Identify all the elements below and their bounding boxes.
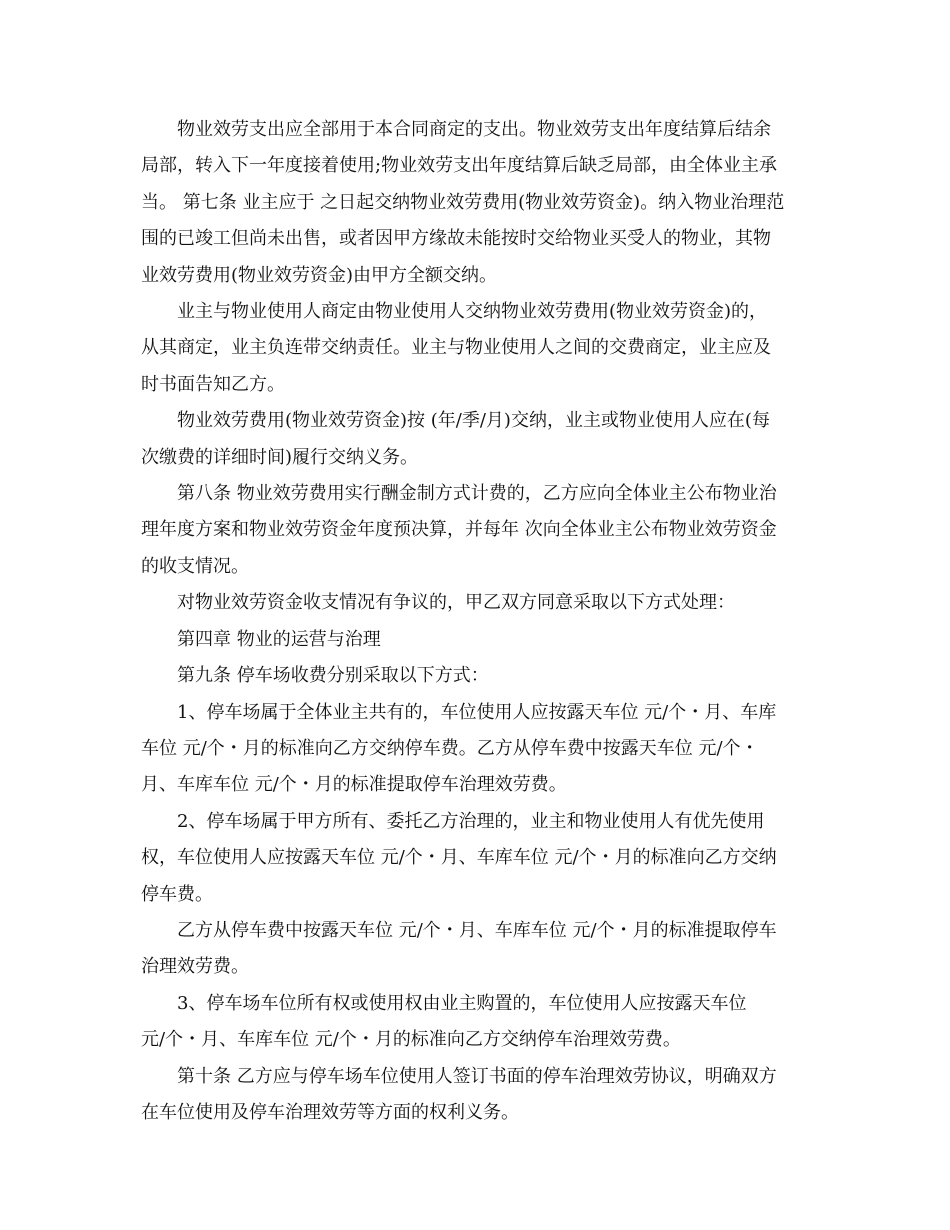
text-line: 理年度方案和物业效劳资金年度预决算，并每年 次向全体业主公布物业效劳资金 — [141, 519, 777, 541]
text-line: 乙方从停车费中按露天车位 元/个・月、车库车位 元/个・月的标准提取停车 — [177, 919, 777, 941]
text-line: 局部，转入下一年度接着使用;物业效劳支出年度结算后缺乏局部，由全体业主承 — [141, 155, 778, 177]
text-line: 2、停车场属于甲方所有、委托乙方治理的，业主和物业使用人有优先使用 — [177, 810, 765, 832]
chapter-heading — [141, 622, 813, 658]
text-line: 第十条 乙方应与停车场车位使用人签订书面的停车治理效劳协议，明确双方 — [177, 1065, 777, 1087]
paragraph-parking-item-3 — [141, 986, 813, 1059]
text-line: 对物业效劳资金收支情况有争议的，甲乙双方同意采取以下方式处理： — [177, 592, 735, 614]
paragraph-article-8 — [141, 476, 813, 585]
text-line: 从其商定，业主负连带交纳责任。业主与物业使用人之间的交费商定，业主应及 — [141, 337, 771, 359]
paragraph-parking-fee-extraction — [141, 913, 813, 986]
paragraph-owner-user-agreement — [141, 294, 813, 403]
text-line: 1、停车场属于全体业主共有的，车位使用人应按露天车位 元/个・月、车库 — [177, 701, 777, 723]
text-line: 治理效劳费。 — [141, 956, 249, 978]
text-line: 元/个・月、车库车位 元/个・月的标准向乙方交纳停车治理效劳费。 — [141, 1029, 681, 1051]
paragraph-parking-item-1 — [141, 695, 813, 804]
text-line: 第四章 物业的运营与治理 — [177, 628, 381, 650]
text-line: 第九条 停车场收费分别采取以下方式： — [177, 665, 489, 687]
text-line: 业主与物业使用人商定由物业使用人交纳物业效劳费用(物业效劳资金)的， — [177, 301, 768, 323]
text-line: 次缴费的详细时间)履行交纳义务。 — [141, 446, 419, 468]
text-line: 月、车库车位 元/个・月的标准提取停车治理效劳费。 — [141, 774, 567, 796]
text-line: 业效劳费用(物业效劳资金)由甲方全额交纳。 — [141, 264, 498, 286]
text-line: 权，车位使用人应按露天车位 元/个・月、车库车位 元/个・月的标准向乙方交纳 — [141, 847, 777, 869]
paragraph-payment-period — [141, 403, 813, 476]
text-line: 当。 第七条 业主应于 之日起交纳物业效劳费用(物业效劳资金)。纳入物业治理范 — [141, 191, 785, 213]
document-page — [141, 112, 813, 1131]
text-line: 在车位使用及停车治理效劳等方面的权利义务。 — [141, 1101, 519, 1123]
text-line: 停车费。 — [141, 883, 213, 905]
paragraph-article-10 — [141, 1059, 813, 1132]
text-line: 的收支情况。 — [141, 555, 249, 577]
text-line: 车位 元/个・月的标准向乙方交纳停车费。乙方从停车费中按露天车位 元/个・ — [141, 737, 759, 759]
text-line: 3、停车场车位所有权或使用权由业主购置的，车位使用人应按露天车位 — [177, 992, 747, 1014]
text-line: 物业效劳费用(物业效劳资金)按 (年/季/月)交纳，业主或物业使用人应在(每 — [177, 410, 770, 432]
text-line: 围的已竣工但尚未出售，或者因甲方缘故未能按时交给物业买受人的物业，其物 — [141, 228, 771, 250]
text-line: 物业效劳支出应全部用于本合同商定的支出。物业效劳支出年度结算后结余 — [177, 119, 771, 140]
text-line: 时书面告知乙方。 — [141, 373, 285, 395]
paragraph-parking-item-2 — [141, 804, 813, 913]
paragraph-property-service-expenses — [141, 112, 813, 294]
paragraph-dispute-resolution — [141, 585, 813, 621]
text-line: 第八条 物业效劳费用实行酬金制方式计费的，乙方应向全体业主公布物业治 — [177, 483, 777, 505]
paragraph-article-9 — [141, 658, 813, 694]
